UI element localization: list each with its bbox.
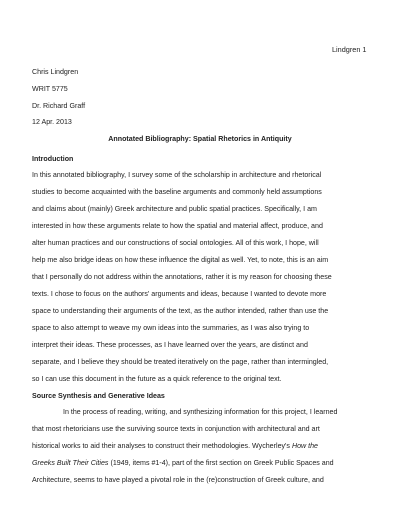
document-title: Annotated Bibliography: Spatial Rhetorics in Antiquity xyxy=(108,135,292,143)
instructor-name: Dr. Richard Graff xyxy=(32,102,86,110)
synthesis-line-3-text: historical works to aid their analyses to construct their methodologies. Wycherley's xyxy=(32,442,290,450)
intro-line-2: studies to become acquainted with the baseline arguments and commonly held assumptions xyxy=(32,188,322,196)
intro-line-8: texts. I chose to focus on the authors' arguments and ideas, because I wanted to devote more xyxy=(32,290,327,298)
synthesis-heading: Source Synthesis and Generative Ideas xyxy=(32,392,165,400)
synthesis-line-5: Architecture, seems to have played a pivotal role in the (re)construction of Greek culture, and xyxy=(32,476,324,484)
intro-line-4: interested in how these arguments relate to how the spatial and material affect, produce, and xyxy=(32,222,323,230)
intro-line-12: separate, and I believe they should be treated iteratively on the page, rather than intermingled, xyxy=(32,358,329,366)
intro-line-6: help me also bridge ideas on how these influence the digital as well. Yet, to note, this is an aim xyxy=(32,256,329,264)
synthesis-line-3 xyxy=(32,442,318,451)
intro-line-13: so I can use this document in the future as a quick reference to the original text. xyxy=(32,375,282,383)
intro-line-5: alter human practices and our constructions of social ontologies. All of this work, I hope, will xyxy=(32,239,319,247)
synthesis-line-1: In the process of reading, writing, and synthesizing information for this project, I learned xyxy=(63,408,338,416)
intro-line-11: interpret their ideas. These processes, as I have learned over the years, are distinct and xyxy=(32,341,308,349)
intro-line-9: space to understanding their arguments of the text, as the author intended, rather than use the xyxy=(32,307,329,315)
book-title-part-2: Greeks Built Their Cities xyxy=(32,459,109,467)
author-name: Chris Lindgren xyxy=(32,68,79,76)
synthesis-line-4-text: (1949, items #1-4), part of the first section on Greek Public Spaces and xyxy=(108,459,334,467)
course-number: WRIT 5775 xyxy=(32,85,68,93)
date: 12 Apr. 2013 xyxy=(32,118,72,126)
synthesis-line-2: that most rhetoricians use the surviving source texts in conjunction with architectural and art xyxy=(32,425,320,433)
book-title-part-1: How the xyxy=(291,442,318,450)
running-head: Lindgren 1 xyxy=(332,45,367,54)
intro-line-10: space to also attempt to weave my own ideas into the summaries, as I was also trying to xyxy=(32,324,310,332)
intro-line-7: that I personally do not address within the annotations, rather it is my reason for choosing these xyxy=(32,273,332,281)
intro-line-3: and claims about (mainly) Greek architecture and public spatial practices. Specifically, I am xyxy=(32,205,317,213)
introduction-heading: Introduction xyxy=(32,155,74,163)
synthesis-line-4 xyxy=(32,459,334,468)
intro-line-1: In this annotated bibliography, I survey some of the scholarship in architecture and rhetorical xyxy=(32,171,322,179)
